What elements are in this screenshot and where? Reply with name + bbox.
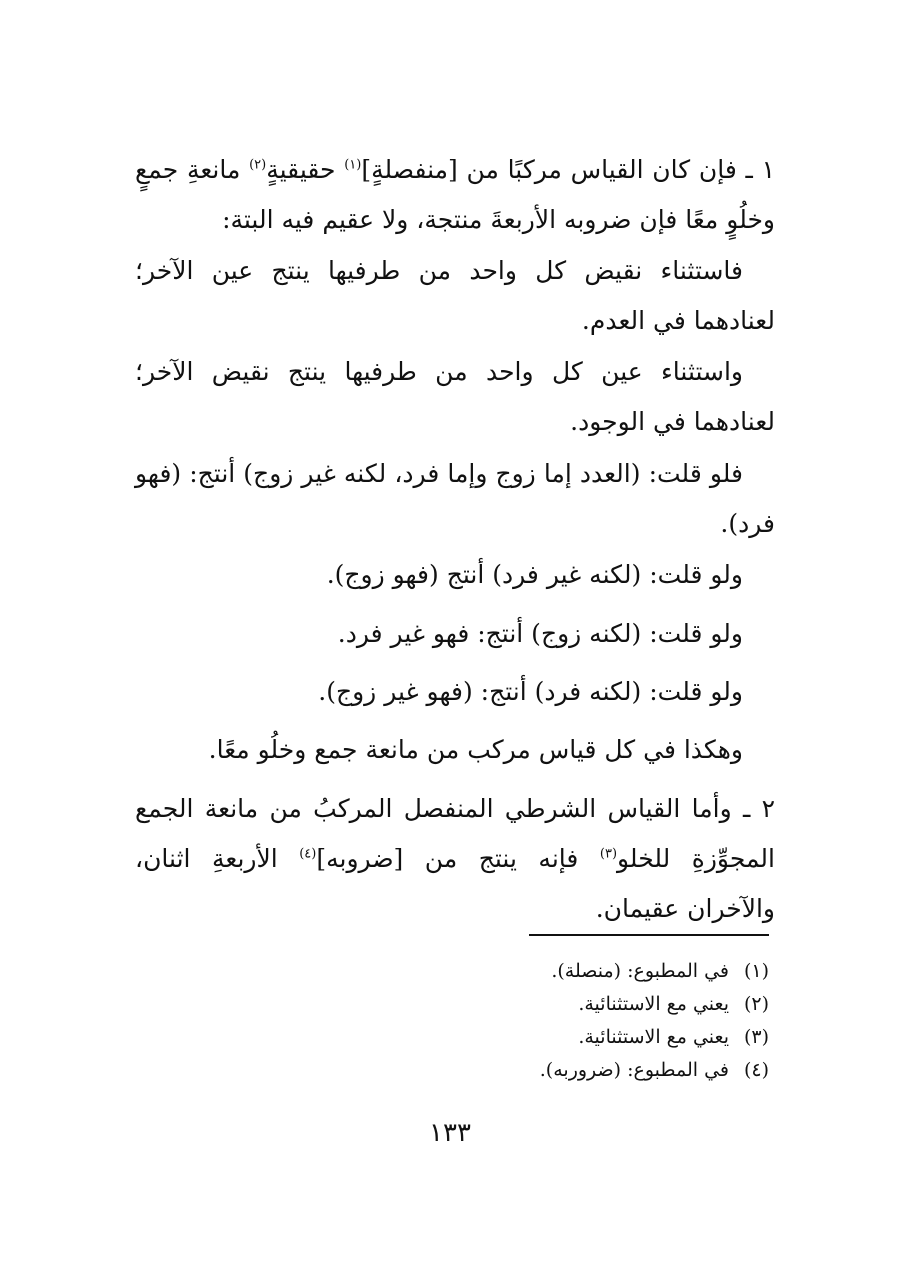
footnote-item [269,1021,769,1054]
paragraph-3: واستثناء عين كل واحد من طرفيها ينتج نقيض الآخر؛ لعنادهما في الوجود. [135,357,775,436]
footnote-text: يعني مع الاستثنائية. [578,1026,729,1048]
footnote-ref-4[interactable]: (٤) [299,846,317,862]
footnote-text: في المطبوع: (ضروربه). [539,1059,729,1081]
paragraph-8: وهكذا في كل قياس مركب من مانعة جمع وخلُو معًا. [208,735,743,764]
paragraph-9 [135,784,775,934]
footnote-number: (٢) [743,993,769,1015]
paragraph-1-text-b: حقيقيةٍ [266,155,345,184]
footnote-number: (١) [743,960,769,982]
paragraph-1-text-a: ١ ـ فإن كان القياس مركبًا من [منفصلةٍ] [361,155,775,184]
paragraph-2: فاستثناء نقيض كل واحد من طرفيها ينتج عين الآخر؛ لعنادهما في العدم. [135,256,775,335]
footnote-text: يعني مع الاستثنائية. [578,993,729,1015]
footnote-item [269,955,769,988]
footnote-text: في المطبوع: (منصلة). [551,960,729,982]
footnotes [269,955,769,1087]
footnote-item [269,988,769,1021]
footnote-ref-2[interactable]: (٢) [249,157,267,173]
footnote-number: (٤) [743,1059,769,1081]
paragraph-9-text-c: الأربعةِ اثنان، والآخران عقيمان. [135,844,775,923]
footnote-ref-3[interactable]: (٣) [599,846,618,862]
paragraph-9-text-b: فإنه ينتج من [ضروبه] [316,844,600,873]
paragraph-1 [135,145,775,245]
paragraph-7: ولو قلت: (لكنه فرد) أنتج: (فهو غير زوج). [318,677,743,706]
paragraph-1-text-c: مانعةِ جمعٍ وخلُوٍ معًا فإن ضروبه الأربعةَ منتجة، ولا عقيم فيه البتة: [135,155,775,234]
paragraph-4: فلو قلت: (العدد إما زوج وإما فرد، لكنه غير زوج) أنتج: (فهو فرد). [135,459,775,538]
footnote-ref-1[interactable]: (١) [344,157,362,173]
footnote-separator [529,934,769,936]
footnote-number: (٣) [743,1026,769,1048]
paragraph-9-text-a: ٢ ـ وأما القياس الشرطي المنفصل المركبُ من مانعة الجمع المجوِّزةِ للخلو [135,794,775,873]
paragraph-5: ولو قلت: (لكنه غير فرد) أنتج (فهو زوج). [326,560,743,589]
footnote-item [269,1054,769,1087]
page-number: ١٣٣ [429,1118,471,1148]
paragraph-6: ولو قلت: (لكنه زوج) أنتج: فهو غير فرد. [337,619,743,648]
